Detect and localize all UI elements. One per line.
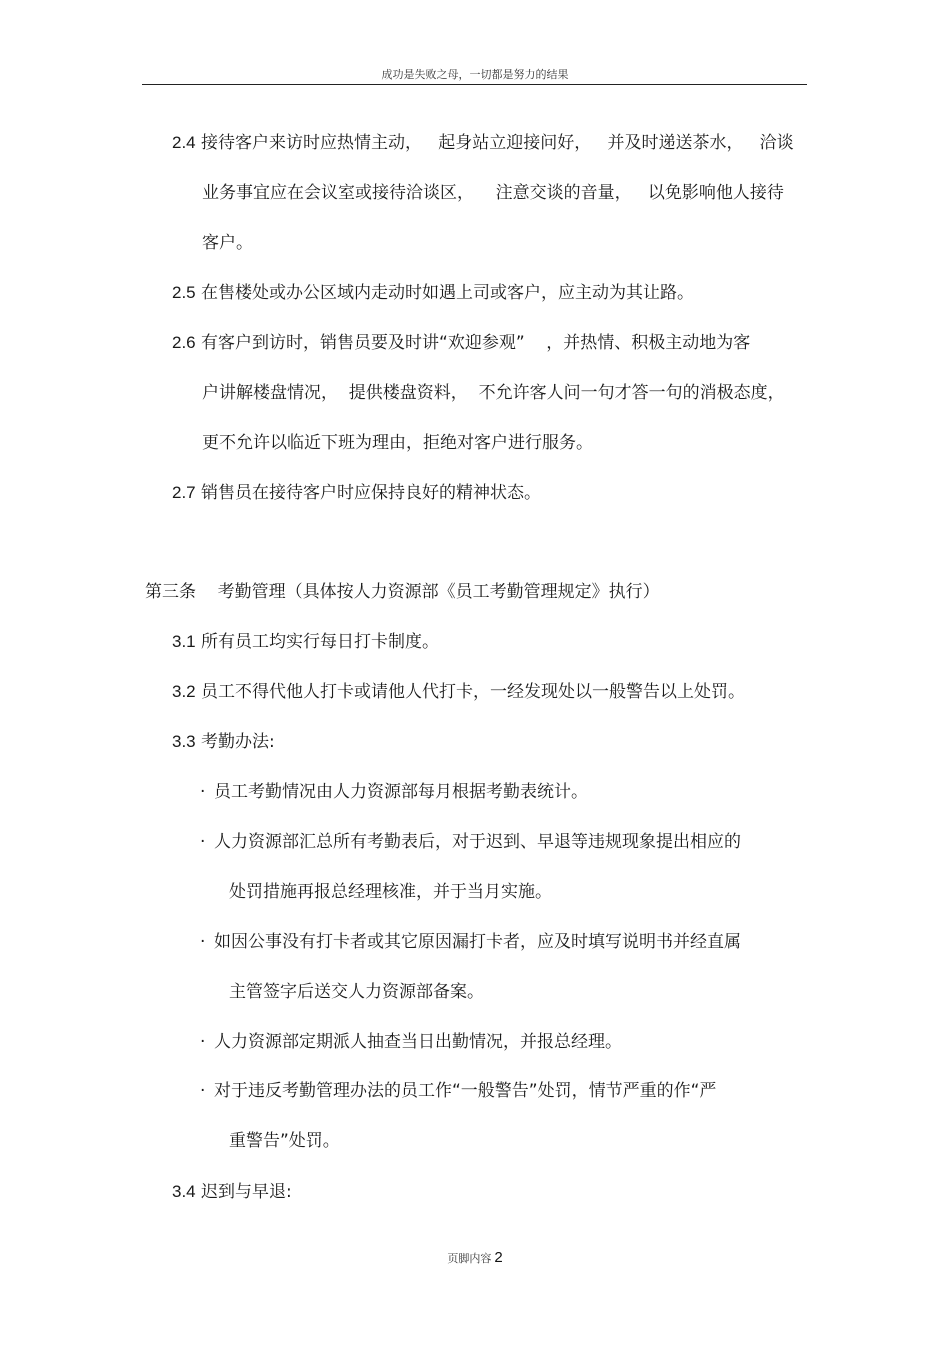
bullet-dot-icon: · <box>200 1081 206 1101</box>
header-rule <box>142 84 807 85</box>
bullet-item-5 <box>200 1080 716 1102</box>
item-text: 考勤办法: <box>201 732 275 752</box>
bullet-item-1 <box>200 781 588 803</box>
item-3-2 <box>172 681 745 703</box>
bullet-item-3 <box>200 931 741 953</box>
item-text: 有客户到访时，销售员要及时讲“欢迎参观” ，并热情、积极主动地为客 <box>201 333 751 353</box>
bullet-dot-icon: · <box>200 832 206 852</box>
item-text: 接待客户来访时应热情主动， 起身站立迎接问好， 并及时递送茶水， 洽谈 <box>201 133 794 153</box>
bullet-text: 如因公事没有打卡者或其它原因漏打卡者，应及时填写说明书并经直属 <box>214 932 741 952</box>
page-header: 成功是失败之母，一切都是努力的结果 <box>381 68 569 81</box>
section-3-heading: 第三条 考勤管理（具体按人力资源部《员工考勤管理规定》执行） <box>145 582 660 602</box>
item-number: 3.3 <box>172 732 196 751</box>
bullet-text: 员工考勤情况由人力资源部每月根据考勤表统计。 <box>214 782 588 802</box>
bullet-dot-icon: · <box>200 932 206 952</box>
page-number: 2 <box>494 1249 503 1266</box>
item-2-6-line1 <box>172 332 750 354</box>
item-2-4-line1 <box>172 132 794 154</box>
item-2-4-line2: 业务事宜应在会议室或接待洽谈区， 注意交谈的音量， 以免影响他人接待 <box>202 183 784 203</box>
item-number: 2.5 <box>172 283 196 302</box>
item-number: 3.2 <box>172 682 196 701</box>
bullet-dot-icon: · <box>200 1032 206 1052</box>
bullet-text: 对于违反考勤管理办法的员工作“一般警告”处罚，情节严重的作“严 <box>214 1081 717 1101</box>
bullet-item-3-cont: 主管签字后送交人力资源部备案。 <box>229 982 484 1002</box>
bullet-item-2-cont: 处罚措施再报总经理核准，并于当月实施。 <box>229 882 552 902</box>
item-number: 3.4 <box>172 1182 196 1201</box>
page-footer <box>0 1249 950 1266</box>
footer-label: 页脚内容 <box>447 1252 492 1265</box>
item-text: 员工不得代他人打卡或请他人代打卡，一经发现处以一般警告以上处罚。 <box>201 682 746 702</box>
item-text: 在售楼处或办公区域内走动时如遇上司或客户，应主动为其让路。 <box>201 283 695 303</box>
bullet-text: 人力资源部定期派人抽查当日出勤情况，并报总经理。 <box>214 1032 622 1052</box>
bullet-text: 人力资源部汇总所有考勤表后，对于迟到、早退等违规现象提出相应的 <box>214 832 741 852</box>
bullet-item-2 <box>200 831 741 853</box>
item-2-6-line3: 更不允许以临近下班为理由，拒绝对客户进行服务。 <box>202 433 593 453</box>
item-2-6-line2: 户讲解楼盘情况， 提供楼盘资料， 不允许客人问一句才答一句的消极态度， <box>202 383 785 403</box>
item-number: 3.1 <box>172 632 196 651</box>
item-text: 迟到与早退: <box>201 1182 292 1202</box>
item-2-5-line1 <box>172 282 694 304</box>
item-3-3 <box>172 731 275 753</box>
item-number: 2.6 <box>172 333 196 352</box>
item-text: 所有员工均实行每日打卡制度。 <box>201 632 440 652</box>
item-number: 2.4 <box>172 133 196 152</box>
item-2-4-line3: 客户。 <box>202 233 253 253</box>
bullet-item-4 <box>200 1031 622 1053</box>
item-2-7-line1 <box>172 482 541 504</box>
item-3-1 <box>172 631 439 653</box>
bullet-dot-icon: · <box>200 782 206 802</box>
bullet-item-5-cont: 重警告”处罚。 <box>229 1131 340 1151</box>
item-3-4 <box>172 1181 292 1203</box>
item-number: 2.7 <box>172 483 196 502</box>
item-text: 销售员在接待客户时应保持良好的精神状态。 <box>201 483 542 503</box>
